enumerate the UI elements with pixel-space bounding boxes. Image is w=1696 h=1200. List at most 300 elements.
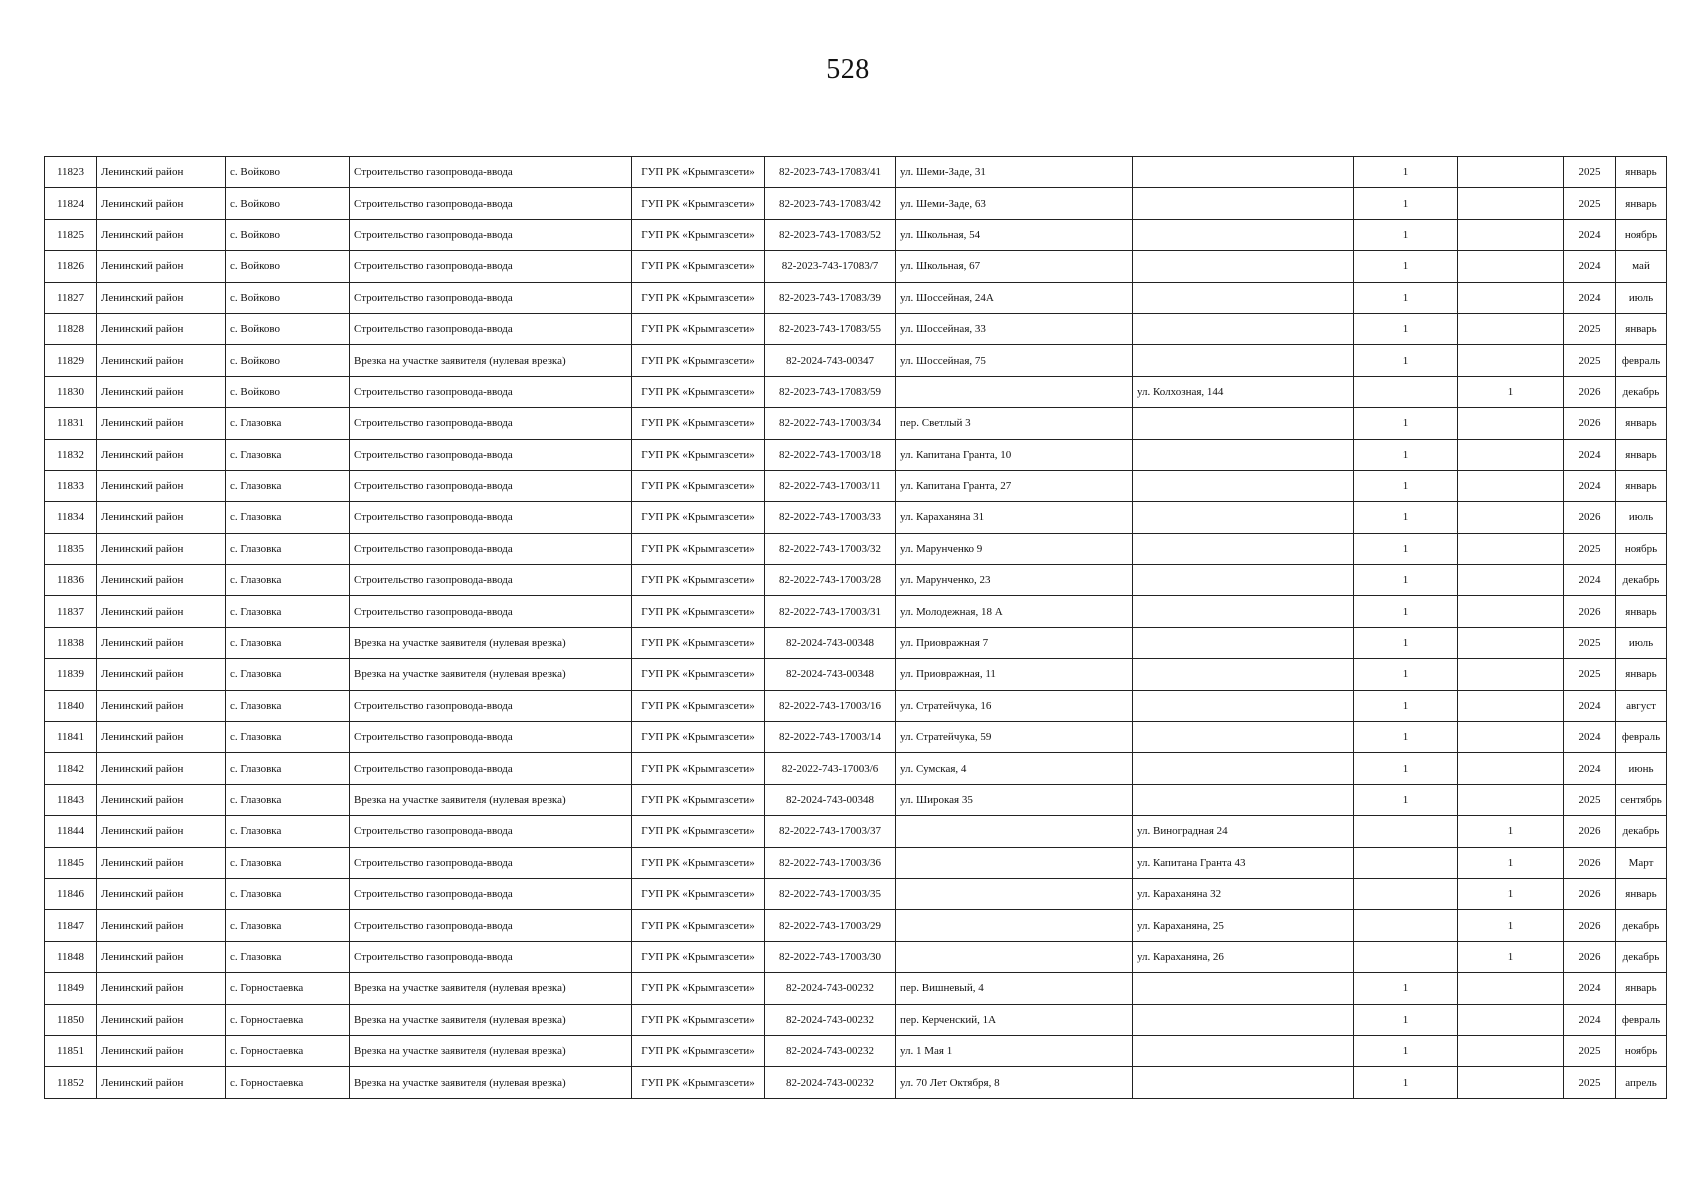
page-number: 528: [826, 54, 870, 85]
address-alt-cell: [1133, 1004, 1354, 1035]
table-row: [45, 502, 1667, 533]
district-cell: Ленинский район: [97, 659, 226, 690]
quantity-cell: [1354, 816, 1458, 847]
work-type-cell: Строительство газопровода-ввода: [350, 188, 632, 219]
organization-cell: ГУП РК «Крымгазсети»: [632, 219, 765, 250]
quantity-alt-cell: [1458, 439, 1564, 470]
district-cell: Ленинский район: [97, 439, 226, 470]
quantity-cell: [1354, 376, 1458, 407]
district-cell: Ленинский район: [97, 941, 226, 972]
row-number: 11832: [45, 439, 97, 470]
work-type-cell: Строительство газопровода-ввода: [350, 282, 632, 313]
work-type-cell: Строительство газопровода-ввода: [350, 690, 632, 721]
table-row: [45, 219, 1667, 250]
work-type-cell: Строительство газопровода-ввода: [350, 313, 632, 344]
row-number: 11848: [45, 941, 97, 972]
month-cell: август: [1616, 690, 1667, 721]
table-row: [45, 345, 1667, 376]
year-cell: 2025: [1564, 188, 1616, 219]
work-type-cell: Строительство газопровода-ввода: [350, 533, 632, 564]
organization-cell: ГУП РК «Крымгазсети»: [632, 784, 765, 815]
work-type-cell: Строительство газопровода-ввода: [350, 816, 632, 847]
request-code-cell: 82-2022-743-17003/29: [765, 910, 896, 941]
year-cell: 2026: [1564, 376, 1616, 407]
row-number: 11838: [45, 627, 97, 658]
request-code-cell: 82-2023-743-17083/41: [765, 157, 896, 188]
quantity-alt-cell: [1458, 784, 1564, 815]
year-cell: 2025: [1564, 1035, 1616, 1066]
quantity-alt-cell: [1458, 659, 1564, 690]
request-code-cell: 82-2022-743-17003/11: [765, 470, 896, 501]
year-cell: 2024: [1564, 470, 1616, 501]
address-alt-cell: [1133, 565, 1354, 596]
quantity-cell: [1354, 878, 1458, 909]
quantity-alt-cell: [1458, 219, 1564, 250]
village-cell: с. Глазовка: [226, 408, 350, 439]
address-alt-cell: [1133, 219, 1354, 250]
address-alt-cell: [1133, 596, 1354, 627]
month-cell: июнь: [1616, 753, 1667, 784]
row-number: 11849: [45, 973, 97, 1004]
month-cell: февраль: [1616, 1004, 1667, 1035]
year-cell: 2024: [1564, 1004, 1616, 1035]
year-cell: 2026: [1564, 816, 1616, 847]
quantity-cell: 1: [1354, 533, 1458, 564]
address-alt-cell: ул. Караханяна, 25: [1133, 910, 1354, 941]
work-type-cell: Строительство газопровода-ввода: [350, 470, 632, 501]
work-type-cell: Строительство газопровода-ввода: [350, 376, 632, 407]
quantity-alt-cell: [1458, 1004, 1564, 1035]
district-cell: Ленинский район: [97, 345, 226, 376]
request-code-cell: 82-2024-743-00348: [765, 627, 896, 658]
village-cell: с. Войково: [226, 376, 350, 407]
table-row: [45, 157, 1667, 188]
month-cell: февраль: [1616, 722, 1667, 753]
row-number: 11842: [45, 753, 97, 784]
month-cell: июль: [1616, 502, 1667, 533]
month-cell: декабрь: [1616, 816, 1667, 847]
organization-cell: ГУП РК «Крымгазсети»: [632, 1035, 765, 1066]
organization-cell: ГУП РК «Крымгазсети»: [632, 690, 765, 721]
row-number: 11846: [45, 878, 97, 909]
month-cell: январь: [1616, 408, 1667, 439]
work-type-cell: Строительство газопровода-ввода: [350, 847, 632, 878]
request-code-cell: 82-2022-743-17003/34: [765, 408, 896, 439]
row-number: 11839: [45, 659, 97, 690]
quantity-cell: 1: [1354, 251, 1458, 282]
request-code-cell: 82-2022-743-17003/16: [765, 690, 896, 721]
year-cell: 2026: [1564, 408, 1616, 439]
district-cell: Ленинский район: [97, 313, 226, 344]
table-row: [45, 627, 1667, 658]
table-row: [45, 313, 1667, 344]
village-cell: с. Войково: [226, 313, 350, 344]
request-code-cell: 82-2022-743-17003/35: [765, 878, 896, 909]
district-cell: Ленинский район: [97, 690, 226, 721]
row-number: 11844: [45, 816, 97, 847]
year-cell: 2025: [1564, 659, 1616, 690]
table-row: [45, 722, 1667, 753]
year-cell: 2026: [1564, 878, 1616, 909]
year-cell: 2024: [1564, 219, 1616, 250]
village-cell: с. Глазовка: [226, 596, 350, 627]
row-number: 11825: [45, 219, 97, 250]
district-cell: Ленинский район: [97, 1067, 226, 1098]
year-cell: 2025: [1564, 1067, 1616, 1098]
quantity-cell: [1354, 910, 1458, 941]
quantity-alt-cell: [1458, 1035, 1564, 1066]
request-code-cell: 82-2022-743-17003/33: [765, 502, 896, 533]
row-number: 11852: [45, 1067, 97, 1098]
district-cell: Ленинский район: [97, 470, 226, 501]
table-row: [45, 659, 1667, 690]
row-number: 11823: [45, 157, 97, 188]
address-alt-cell: [1133, 1067, 1354, 1098]
work-type-cell: Врезка на участке заявителя (нулевая врезка): [350, 973, 632, 1004]
month-cell: декабрь: [1616, 910, 1667, 941]
row-number: 11841: [45, 722, 97, 753]
year-cell: 2024: [1564, 973, 1616, 1004]
organization-cell: ГУП РК «Крымгазсети»: [632, 502, 765, 533]
address-alt-cell: ул. Капитана Гранта 43: [1133, 847, 1354, 878]
village-cell: с. Глазовка: [226, 659, 350, 690]
address-cell: ул. Приовражная 7: [896, 627, 1133, 658]
district-cell: Ленинский район: [97, 157, 226, 188]
work-type-cell: Строительство газопровода-ввода: [350, 753, 632, 784]
village-cell: с. Глазовка: [226, 910, 350, 941]
district-cell: Ленинский район: [97, 565, 226, 596]
quantity-alt-cell: [1458, 1067, 1564, 1098]
table-row: [45, 439, 1667, 470]
request-code-cell: 82-2024-743-00232: [765, 1067, 896, 1098]
table-row: [45, 1004, 1667, 1035]
year-cell: 2024: [1564, 439, 1616, 470]
month-cell: ноябрь: [1616, 1035, 1667, 1066]
address-alt-cell: [1133, 282, 1354, 313]
quantity-alt-cell: [1458, 282, 1564, 313]
village-cell: с. Глазовка: [226, 753, 350, 784]
month-cell: февраль: [1616, 345, 1667, 376]
table-row: [45, 596, 1667, 627]
organization-cell: ГУП РК «Крымгазсети»: [632, 439, 765, 470]
row-number: 11833: [45, 470, 97, 501]
organization-cell: ГУП РК «Крымгазсети»: [632, 1067, 765, 1098]
quantity-alt-cell: [1458, 973, 1564, 1004]
quantity-cell: 1: [1354, 1067, 1458, 1098]
address-cell: ул. Капитана Гранта, 27: [896, 470, 1133, 501]
work-type-cell: Строительство газопровода-ввода: [350, 565, 632, 596]
table-row: [45, 188, 1667, 219]
request-code-cell: 82-2024-743-00348: [765, 659, 896, 690]
organization-cell: ГУП РК «Крымгазсети»: [632, 659, 765, 690]
quantity-alt-cell: [1458, 188, 1564, 219]
request-code-cell: 82-2024-743-00347: [765, 345, 896, 376]
row-number: 11843: [45, 784, 97, 815]
table-row: [45, 973, 1667, 1004]
quantity-alt-cell: 1: [1458, 910, 1564, 941]
year-cell: 2025: [1564, 784, 1616, 815]
row-number: 11835: [45, 533, 97, 564]
month-cell: декабрь: [1616, 941, 1667, 972]
address-alt-cell: ул. Колхозная, 144: [1133, 376, 1354, 407]
month-cell: январь: [1616, 470, 1667, 501]
address-cell: ул. 1 Мая 1: [896, 1035, 1133, 1066]
district-cell: Ленинский район: [97, 722, 226, 753]
quantity-cell: 1: [1354, 313, 1458, 344]
district-cell: Ленинский район: [97, 282, 226, 313]
address-alt-cell: ул. Караханяна, 26: [1133, 941, 1354, 972]
row-number: 11834: [45, 502, 97, 533]
table-row: [45, 847, 1667, 878]
village-cell: с. Войково: [226, 345, 350, 376]
quantity-cell: 1: [1354, 219, 1458, 250]
request-code-cell: 82-2024-743-00232: [765, 1004, 896, 1035]
month-cell: январь: [1616, 878, 1667, 909]
address-alt-cell: [1133, 313, 1354, 344]
address-cell: ул. Молодежная, 18 А: [896, 596, 1133, 627]
table-row: [45, 1035, 1667, 1066]
year-cell: 2024: [1564, 690, 1616, 721]
village-cell: с. Глазовка: [226, 878, 350, 909]
address-alt-cell: [1133, 1035, 1354, 1066]
year-cell: 2026: [1564, 910, 1616, 941]
address-cell: ул. Караханяна 31: [896, 502, 1133, 533]
quantity-alt-cell: [1458, 690, 1564, 721]
organization-cell: ГУП РК «Крымгазсети»: [632, 941, 765, 972]
address-alt-cell: [1133, 251, 1354, 282]
table-body: [45, 157, 1667, 1099]
table-row: [45, 878, 1667, 909]
month-cell: декабрь: [1616, 376, 1667, 407]
row-number: 11830: [45, 376, 97, 407]
row-number: 11840: [45, 690, 97, 721]
quantity-cell: 1: [1354, 627, 1458, 658]
year-cell: 2024: [1564, 282, 1616, 313]
organization-cell: ГУП РК «Крымгазсети»: [632, 847, 765, 878]
row-number: 11845: [45, 847, 97, 878]
address-alt-cell: [1133, 533, 1354, 564]
organization-cell: ГУП РК «Крымгазсети»: [632, 251, 765, 282]
gas-connection-table: [44, 156, 1667, 1099]
quantity-alt-cell: [1458, 157, 1564, 188]
district-cell: Ленинский район: [97, 784, 226, 815]
quantity-cell: 1: [1354, 408, 1458, 439]
work-type-cell: Врезка на участке заявителя (нулевая врезка): [350, 1067, 632, 1098]
address-alt-cell: [1133, 722, 1354, 753]
work-type-cell: Врезка на участке заявителя (нулевая врезка): [350, 784, 632, 815]
row-number: 11828: [45, 313, 97, 344]
address-alt-cell: [1133, 753, 1354, 784]
row-number: 11850: [45, 1004, 97, 1035]
district-cell: Ленинский район: [97, 251, 226, 282]
request-code-cell: 82-2024-743-00348: [765, 784, 896, 815]
month-cell: июль: [1616, 282, 1667, 313]
quantity-alt-cell: [1458, 753, 1564, 784]
address-cell: ул. Шеми-Заде, 31: [896, 157, 1133, 188]
year-cell: 2026: [1564, 596, 1616, 627]
district-cell: Ленинский район: [97, 1004, 226, 1035]
address-cell: пер. Светлый 3: [896, 408, 1133, 439]
work-type-cell: Строительство газопровода-ввода: [350, 408, 632, 439]
request-code-cell: 82-2023-743-17083/7: [765, 251, 896, 282]
row-number: 11837: [45, 596, 97, 627]
row-number: 11831: [45, 408, 97, 439]
month-cell: январь: [1616, 659, 1667, 690]
month-cell: январь: [1616, 313, 1667, 344]
row-number: 11851: [45, 1035, 97, 1066]
organization-cell: ГУП РК «Крымгазсети»: [632, 157, 765, 188]
year-cell: 2025: [1564, 627, 1616, 658]
table-row: [45, 376, 1667, 407]
quantity-cell: 1: [1354, 188, 1458, 219]
request-code-cell: 82-2023-743-17083/59: [765, 376, 896, 407]
address-cell: [896, 878, 1133, 909]
address-cell: ул. Приовражная, 11: [896, 659, 1133, 690]
organization-cell: ГУП РК «Крымгазсети»: [632, 973, 765, 1004]
village-cell: с. Войково: [226, 251, 350, 282]
month-cell: январь: [1616, 157, 1667, 188]
address-cell: ул. Сумская, 4: [896, 753, 1133, 784]
month-cell: ноябрь: [1616, 533, 1667, 564]
quantity-alt-cell: [1458, 502, 1564, 533]
organization-cell: ГУП РК «Крымгазсети»: [632, 878, 765, 909]
village-cell: с. Глазовка: [226, 722, 350, 753]
request-code-cell: 82-2022-743-17003/18: [765, 439, 896, 470]
address-alt-cell: [1133, 502, 1354, 533]
quantity-cell: 1: [1354, 282, 1458, 313]
quantity-alt-cell: [1458, 596, 1564, 627]
table-row: [45, 1067, 1667, 1098]
organization-cell: ГУП РК «Крымгазсети»: [632, 313, 765, 344]
address-cell: ул. Стратейчука, 16: [896, 690, 1133, 721]
quantity-cell: 1: [1354, 439, 1458, 470]
organization-cell: ГУП РК «Крымгазсети»: [632, 627, 765, 658]
address-cell: ул. Шоссейная, 24А: [896, 282, 1133, 313]
month-cell: апрель: [1616, 1067, 1667, 1098]
month-cell: декабрь: [1616, 565, 1667, 596]
request-code-cell: 82-2024-743-00232: [765, 973, 896, 1004]
year-cell: 2026: [1564, 847, 1616, 878]
quantity-cell: 1: [1354, 659, 1458, 690]
request-code-cell: 82-2024-743-00232: [765, 1035, 896, 1066]
request-code-cell: 82-2022-743-17003/32: [765, 533, 896, 564]
address-alt-cell: [1133, 690, 1354, 721]
quantity-alt-cell: [1458, 470, 1564, 501]
address-alt-cell: [1133, 470, 1354, 501]
quantity-cell: 1: [1354, 690, 1458, 721]
month-cell: январь: [1616, 596, 1667, 627]
year-cell: 2025: [1564, 533, 1616, 564]
table-row: [45, 408, 1667, 439]
work-type-cell: Строительство газопровода-ввода: [350, 722, 632, 753]
district-cell: Ленинский район: [97, 219, 226, 250]
year-cell: 2026: [1564, 941, 1616, 972]
request-code-cell: 82-2023-743-17083/52: [765, 219, 896, 250]
work-type-cell: Строительство газопровода-ввода: [350, 251, 632, 282]
request-code-cell: 82-2022-743-17003/36: [765, 847, 896, 878]
district-cell: Ленинский район: [97, 502, 226, 533]
work-type-cell: Строительство газопровода-ввода: [350, 157, 632, 188]
year-cell: 2025: [1564, 345, 1616, 376]
quantity-cell: 1: [1354, 470, 1458, 501]
village-cell: с. Глазовка: [226, 941, 350, 972]
year-cell: 2025: [1564, 313, 1616, 344]
request-code-cell: 82-2023-743-17083/42: [765, 188, 896, 219]
year-cell: 2026: [1564, 502, 1616, 533]
work-type-cell: Врезка на участке заявителя (нулевая врезка): [350, 1004, 632, 1035]
organization-cell: ГУП РК «Крымгазсети»: [632, 470, 765, 501]
village-cell: с. Глазовка: [226, 816, 350, 847]
request-code-cell: 82-2022-743-17003/30: [765, 941, 896, 972]
village-cell: с. Глазовка: [226, 627, 350, 658]
village-cell: с. Войково: [226, 157, 350, 188]
organization-cell: ГУП РК «Крымгазсети»: [632, 722, 765, 753]
work-type-cell: Врезка на участке заявителя (нулевая врезка): [350, 627, 632, 658]
address-cell: ул. Школьная, 67: [896, 251, 1133, 282]
row-number: 11829: [45, 345, 97, 376]
village-cell: с. Глазовка: [226, 533, 350, 564]
quantity-cell: 1: [1354, 345, 1458, 376]
table-row: [45, 533, 1667, 564]
year-cell: 2024: [1564, 753, 1616, 784]
address-cell: ул. Школьная, 54: [896, 219, 1133, 250]
month-cell: январь: [1616, 439, 1667, 470]
address-cell: пер. Керченский, 1А: [896, 1004, 1133, 1035]
organization-cell: ГУП РК «Крымгазсети»: [632, 910, 765, 941]
quantity-alt-cell: [1458, 251, 1564, 282]
village-cell: с. Глазовка: [226, 502, 350, 533]
village-cell: с. Глазовка: [226, 784, 350, 815]
request-code-cell: 82-2022-743-17003/14: [765, 722, 896, 753]
quantity-alt-cell: [1458, 408, 1564, 439]
quantity-cell: 1: [1354, 502, 1458, 533]
quantity-alt-cell: [1458, 722, 1564, 753]
address-alt-cell: [1133, 188, 1354, 219]
organization-cell: ГУП РК «Крымгазсети»: [632, 596, 765, 627]
village-cell: с. Войково: [226, 282, 350, 313]
table-row: [45, 690, 1667, 721]
quantity-alt-cell: [1458, 345, 1564, 376]
address-cell: ул. Шоссейная, 75: [896, 345, 1133, 376]
organization-cell: ГУП РК «Крымгазсети»: [632, 376, 765, 407]
work-type-cell: Строительство газопровода-ввода: [350, 878, 632, 909]
quantity-cell: [1354, 941, 1458, 972]
district-cell: Ленинский район: [97, 533, 226, 564]
address-alt-cell: [1133, 973, 1354, 1004]
address-cell: [896, 941, 1133, 972]
district-cell: Ленинский район: [97, 753, 226, 784]
district-cell: Ленинский район: [97, 847, 226, 878]
address-alt-cell: [1133, 157, 1354, 188]
quantity-alt-cell: [1458, 627, 1564, 658]
organization-cell: ГУП РК «Крымгазсети»: [632, 188, 765, 219]
organization-cell: ГУП РК «Крымгазсети»: [632, 1004, 765, 1035]
village-cell: с. Глазовка: [226, 847, 350, 878]
year-cell: 2024: [1564, 722, 1616, 753]
district-cell: Ленинский район: [97, 188, 226, 219]
address-cell: ул. Шеми-Заде, 63: [896, 188, 1133, 219]
work-type-cell: Строительство газопровода-ввода: [350, 439, 632, 470]
address-cell: ул. Капитана Гранта, 10: [896, 439, 1133, 470]
district-cell: Ленинский район: [97, 878, 226, 909]
table-row: [45, 784, 1667, 815]
quantity-cell: 1: [1354, 973, 1458, 1004]
address-alt-cell: ул. Караханяна 32: [1133, 878, 1354, 909]
address-cell: ул. 70 Лет Октября, 8: [896, 1067, 1133, 1098]
quantity-alt-cell: [1458, 565, 1564, 596]
month-cell: Март: [1616, 847, 1667, 878]
address-cell: [896, 376, 1133, 407]
